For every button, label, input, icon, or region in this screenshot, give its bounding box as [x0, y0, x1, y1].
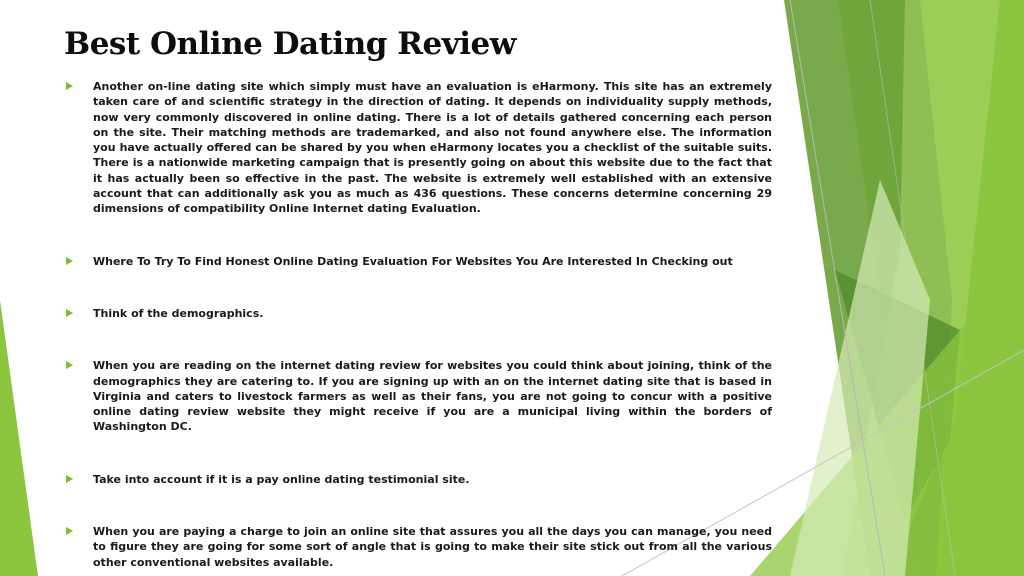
bullet-list	[64, 79, 772, 570]
triangle-bullet-icon	[66, 475, 73, 483]
bullet-text: When you are reading on the internet dating review for websites you could think about joining, think of the demographics they are catering to. If you are signing up with an on the internet dating site that is based in Virginia and caters to livestock farmers as well as their fans, you are not going to concur with a positive online dating review website they might receive if you are a municipal living within the borders of Washington DC.	[93, 359, 772, 434]
bullet-text: Where To Try To Find Honest Online Dating Evaluation For Websites You Are Interested In Checking out	[93, 254, 733, 268]
bullet-text: Another on-line dating site which simply must have an evaluation is eHarmony. This site has an extremely taken care of and scientific strategy in the direction of dating. It depends on individuality supply methods, now very commonly discovered in online dating. There is a lot of details gathered concerning each person on the site. Their matching methods are trademarked, and also not found anywhere else. The information you have actually offered can be shared by you when eHarmony locates you a checklist of the suitable suits. There is a nationwide marketing campaign that is presently going on about this website due to the fact that it has actually been so effective in the past. The website is extremely well established with an extensive account that can additionally ask you as much as 436 questions. These concerns determine concerning 29 dimensions of compatibility Online Internet dating Evaluation.	[93, 80, 772, 216]
triangle-bullet-icon	[66, 361, 73, 369]
triangle-bullet-icon	[66, 527, 73, 535]
bullet-item	[64, 358, 772, 434]
triangle-bullet-icon	[66, 309, 73, 317]
bullet-text: Think of the demographics.	[93, 306, 264, 320]
triangle-bullet-icon	[66, 82, 73, 90]
bullet-text: When you are paying a charge to join an online site that assures you all the days you can manage, you need to figure they are going for some sort of angle that is going to make their site stick out from all the various other conventional websites available.	[93, 525, 772, 569]
slide-title: Best Online Dating Review	[64, 26, 516, 62]
bullet-item	[64, 472, 772, 487]
bullet-item	[64, 306, 772, 321]
left-edge-sliver	[0, 300, 38, 576]
bullet-item	[64, 254, 772, 269]
bullet-text: Take into account if it is a pay online dating testimonial site.	[93, 472, 470, 486]
bullet-item	[64, 524, 772, 570]
triangle-bullet-icon	[66, 257, 73, 265]
bullet-item	[64, 79, 772, 217]
